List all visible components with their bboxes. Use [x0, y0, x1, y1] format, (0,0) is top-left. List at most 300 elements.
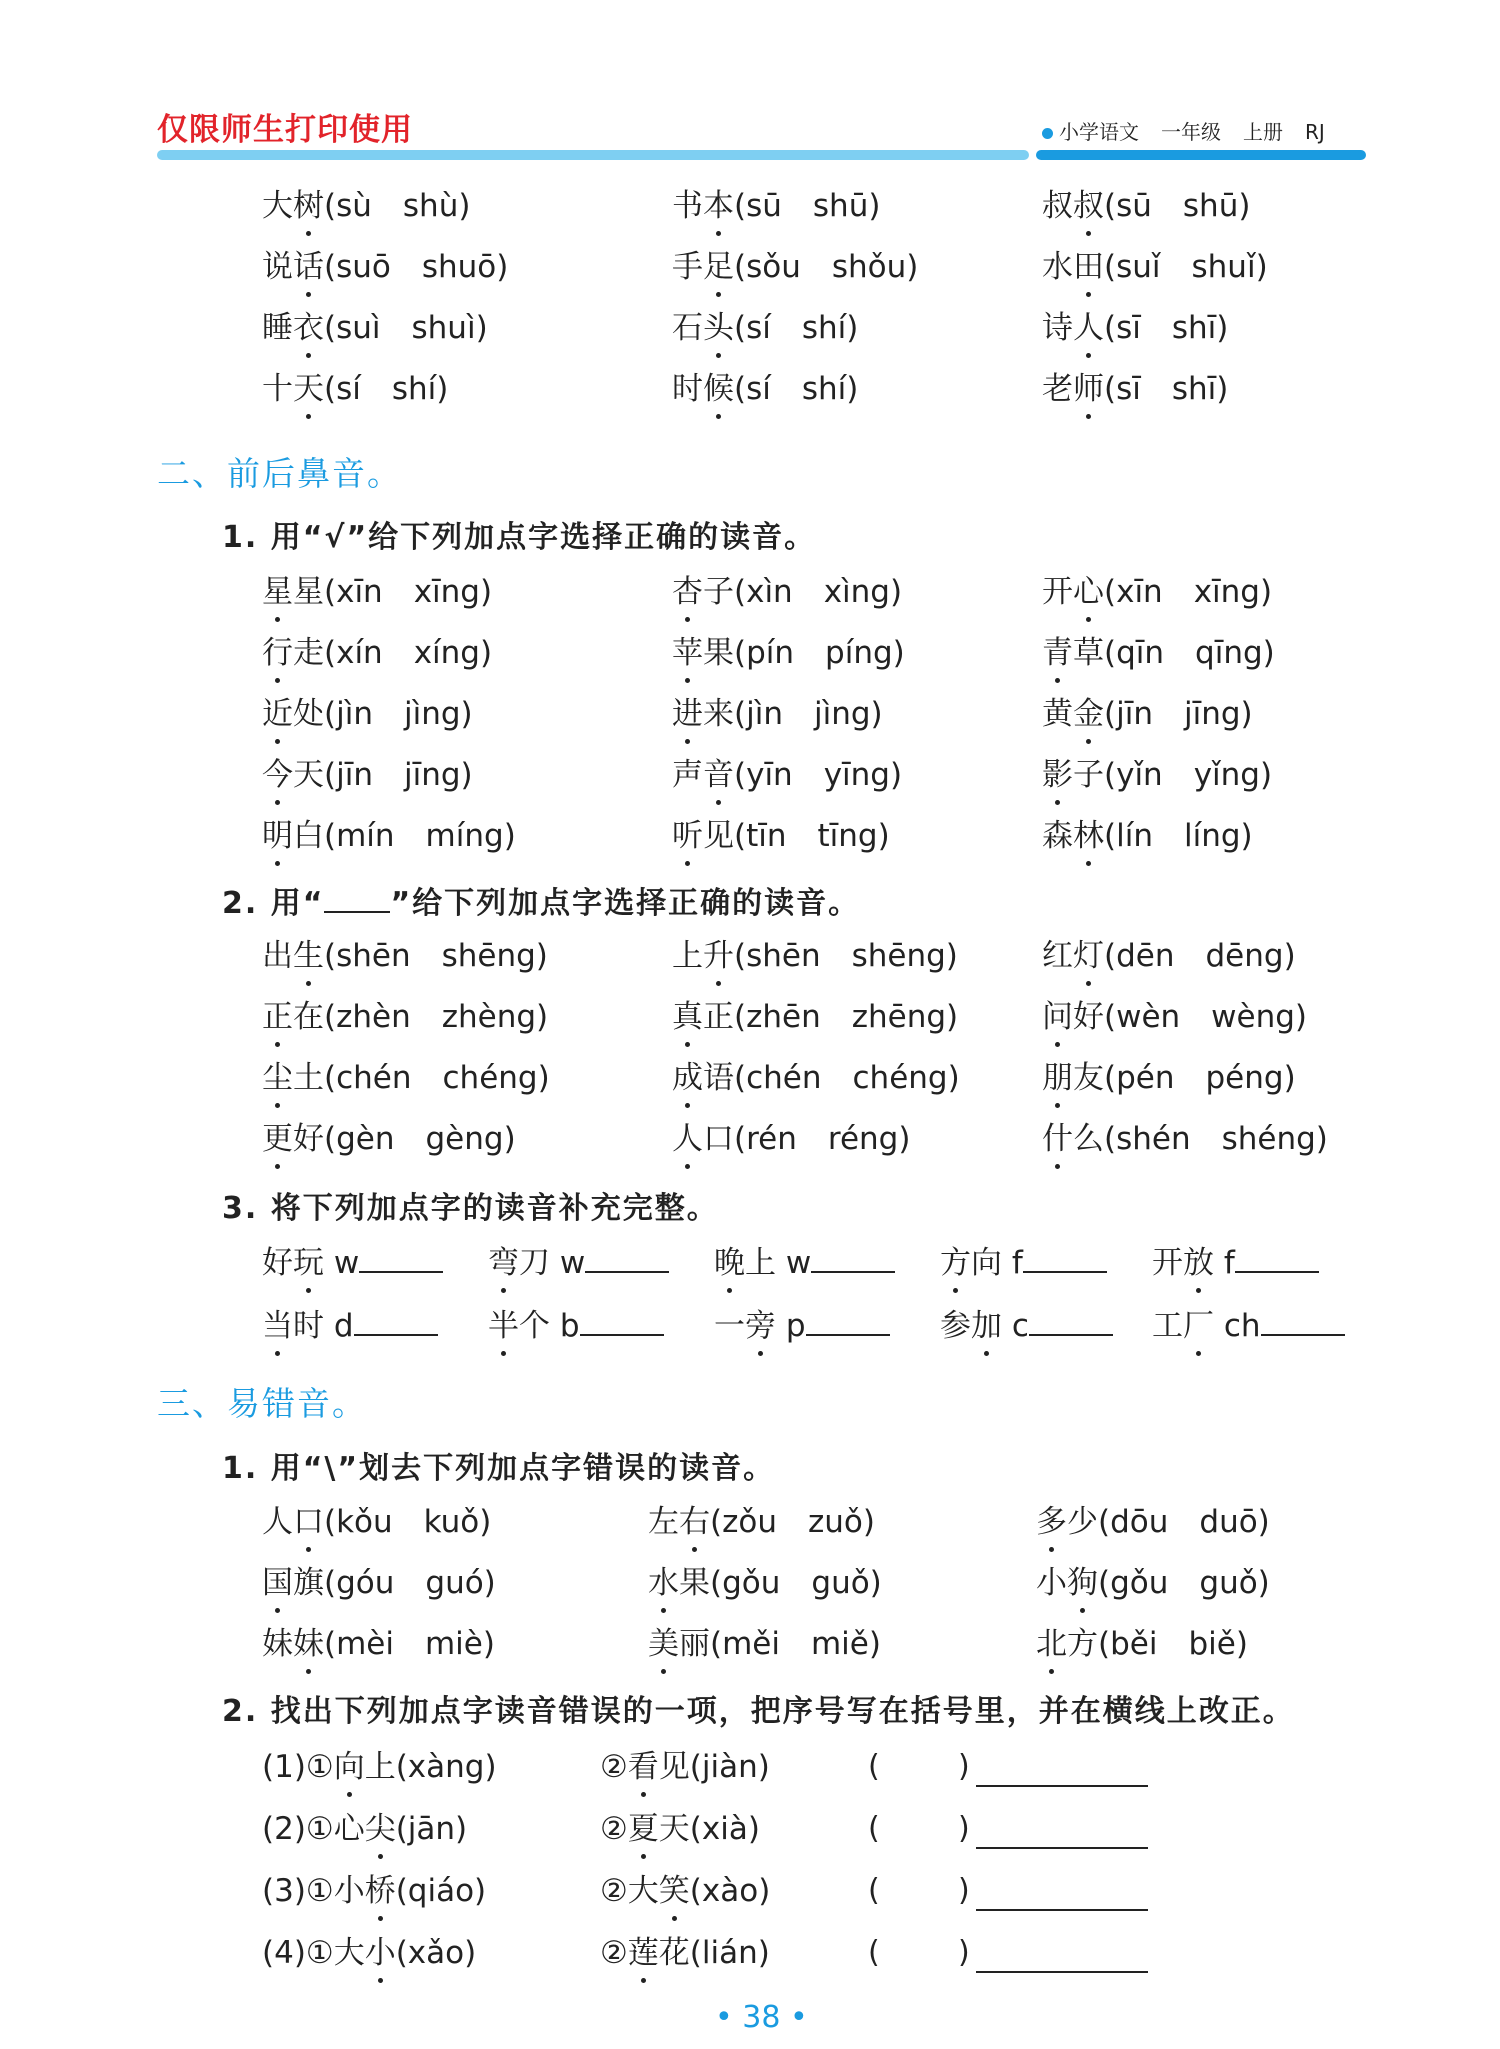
option-a	[262, 1807, 467, 1851]
pinyin-options: (sī shī)	[1104, 371, 1229, 407]
word-item	[1042, 367, 1228, 411]
word-item	[262, 245, 508, 289]
section2-question3: 3. 将下列加点字的读音补充完整。	[222, 1191, 719, 1226]
pinyin: (jiàn)	[689, 1749, 770, 1785]
answer-paren-slot[interactable]	[888, 1747, 958, 1787]
word-item	[648, 1622, 881, 1666]
answer-paren-slot[interactable]	[888, 1809, 958, 1849]
answer-blank[interactable]	[359, 1243, 443, 1273]
dotted-char: 放	[1183, 1241, 1214, 1285]
dotted-char: 天	[293, 367, 324, 411]
word-item	[1042, 753, 1272, 797]
word-char: 正	[703, 999, 734, 1035]
section3-title: 三、易错音。	[157, 1384, 367, 1423]
pinyin-options: (lín líng)	[1104, 818, 1253, 854]
dotted-char: 杏	[672, 570, 703, 614]
dotted-char: 向	[334, 1745, 365, 1789]
dotted-char: 人	[672, 1117, 703, 1161]
word-item	[1042, 692, 1253, 736]
word-char: 花	[658, 1935, 690, 1971]
pinyin-options: (xīn xīng)	[324, 574, 493, 610]
word-char: 左	[648, 1504, 679, 1540]
dotted-char: 口	[293, 1500, 324, 1544]
word-item	[672, 631, 905, 675]
pinyin-options: (xīn xīng)	[1104, 574, 1273, 610]
section2-q2-suffix: ”给下列加点字选择正确的读音。	[390, 886, 861, 921]
answer-paren-slot[interactable]	[888, 1871, 958, 1911]
word-item	[648, 1561, 882, 1605]
word-item	[672, 570, 902, 614]
header-subject: 小学语文	[1059, 120, 1139, 144]
header-volume: 上册	[1243, 120, 1283, 144]
dotted-char: 林	[1073, 814, 1104, 858]
pinyin-hint: c	[1002, 1308, 1029, 1344]
dotted-char: 升	[703, 934, 734, 978]
word-char: 语	[703, 1060, 734, 1096]
word-char: 大	[333, 1935, 365, 1971]
answer-paren-close: )	[958, 1749, 970, 1784]
pinyin: (xǎo)	[395, 1935, 477, 1971]
word-char: 石	[672, 310, 703, 346]
word-char: 向	[971, 1245, 1002, 1281]
dotted-char: 人	[1073, 306, 1104, 350]
section2-q2-prefix: 2. 用“	[222, 886, 325, 921]
header-grade: 一年级	[1161, 120, 1221, 144]
word-item	[262, 692, 473, 736]
pinyin: (qiáo)	[395, 1873, 487, 1909]
word-char: 见	[658, 1749, 690, 1785]
dotted-char: 朋	[1042, 1056, 1073, 1100]
answer-paren-close: )	[958, 1811, 970, 1846]
correction-line[interactable]	[976, 1847, 1148, 1849]
pinyin: (xàng)	[395, 1749, 497, 1785]
dotted-char: 厂	[1183, 1304, 1214, 1348]
dotted-char: 多	[1036, 1500, 1067, 1544]
word-char: 叔	[1042, 188, 1073, 224]
word-char: 森	[1042, 818, 1073, 854]
option-number: ②	[600, 1811, 628, 1847]
pinyin-options: (dōu duō)	[1098, 1504, 1270, 1540]
word-item	[262, 753, 473, 797]
dotted-char: 近	[262, 692, 293, 736]
option-b	[600, 1807, 760, 1851]
section3-question2: 2. 找出下列加点字读音错误的一项，把序号写在括号里，并在横线上改正。	[222, 1694, 1295, 1729]
header-bar-left	[157, 150, 1029, 160]
pinyin-options: (pén péng)	[1104, 1060, 1296, 1096]
pinyin-options: (jìn jìng)	[324, 696, 473, 732]
dotted-char: 影	[1042, 753, 1073, 797]
answer-blank[interactable]	[811, 1243, 895, 1273]
dotted-char: 今	[262, 753, 293, 797]
pinyin: (xià)	[689, 1811, 760, 1847]
answer-blank[interactable]	[580, 1306, 664, 1336]
pinyin-hint: b	[550, 1308, 580, 1344]
word-item	[1042, 995, 1307, 1039]
option-a	[262, 1931, 476, 1975]
pinyin-options: (qīn qīng)	[1104, 635, 1275, 671]
dotted-char: 弯	[488, 1241, 519, 1285]
pinyin-options: (sí shí)	[734, 310, 859, 346]
pinyin-options: (sī shī)	[1104, 310, 1229, 346]
word-char: 黄	[1042, 696, 1073, 732]
word-char: 天	[293, 757, 324, 793]
correction-line[interactable]	[976, 1909, 1148, 1911]
section2-question2	[222, 878, 860, 922]
pinyin: (jān)	[395, 1811, 468, 1847]
header-edition: RJ	[1305, 120, 1325, 144]
dotted-char: 正	[262, 995, 293, 1039]
pinyin-options: (sí shí)	[324, 371, 449, 407]
word-item	[672, 995, 958, 1039]
word-char: 声	[672, 757, 703, 793]
word-item	[1152, 1241, 1319, 1285]
dotted-char: 桥	[365, 1869, 396, 1913]
answer-blank[interactable]	[1235, 1243, 1319, 1273]
word-char: 来	[703, 696, 734, 732]
pinyin-options: (zǒu zuǒ)	[710, 1504, 875, 1540]
answer-blank[interactable]	[1261, 1306, 1345, 1336]
word-char: 诗	[1042, 310, 1073, 346]
answer-paren-open: (	[868, 1935, 880, 1970]
word-char: 开	[1042, 574, 1073, 610]
word-char: 草	[1073, 635, 1104, 671]
pinyin-hint: p	[776, 1308, 806, 1344]
dotted-char: 本	[703, 184, 734, 228]
dotted-char: 美	[648, 1622, 679, 1666]
option-b	[600, 1869, 770, 1913]
word-char: 果	[703, 635, 734, 671]
dotted-char: 半	[488, 1304, 519, 1348]
pinyin-options: (shén shéng)	[1104, 1121, 1328, 1157]
word-char: 时	[293, 1308, 324, 1344]
word-item	[1036, 1622, 1248, 1666]
dotted-char: 叔	[1073, 184, 1104, 228]
word-item	[1042, 631, 1275, 675]
word-char: 好	[293, 1121, 324, 1157]
dotted-char: 玩	[293, 1241, 324, 1285]
dotted-char: 金	[1073, 692, 1104, 736]
word-char: 丽	[679, 1626, 710, 1662]
pinyin-options: (suō shuō)	[324, 249, 509, 285]
option-number: (2)①	[262, 1811, 334, 1847]
word-item	[488, 1241, 669, 1285]
word-item	[262, 1241, 443, 1285]
word-item	[262, 934, 548, 978]
header-bar-right	[1036, 150, 1366, 160]
word-item	[262, 367, 448, 411]
word-char: 子	[1073, 757, 1104, 793]
word-char: 在	[293, 999, 324, 1035]
word-item	[1042, 245, 1268, 289]
pinyin-options: (dēn dēng)	[1104, 938, 1296, 974]
dotted-char: 明	[262, 814, 293, 858]
dotted-char: 进	[672, 692, 703, 736]
word-char: 时	[672, 371, 703, 407]
word-item	[262, 184, 470, 228]
word-item	[672, 753, 902, 797]
dotted-char: 笑	[659, 1869, 690, 1913]
pinyin-options: (xín xíng)	[324, 635, 493, 671]
pinyin-options: (shēn shēng)	[734, 938, 958, 974]
dotted-char: 足	[703, 245, 734, 289]
word-item	[672, 245, 918, 289]
word-item	[262, 570, 492, 614]
pinyin-options: (sǒu shǒu)	[734, 249, 919, 285]
option-a	[262, 1869, 486, 1913]
pinyin-hint: w	[550, 1245, 586, 1281]
word-char: 好	[262, 1245, 293, 1281]
dotted-char: 小	[365, 1931, 396, 1975]
dotted-char: 行	[262, 631, 293, 675]
word-char: 星	[293, 574, 324, 610]
option-number: (1)①	[262, 1749, 334, 1785]
dotted-char: 加	[971, 1304, 1002, 1348]
dotted-char: 苹	[672, 631, 703, 675]
word-item	[488, 1304, 664, 1348]
word-char: 工	[1152, 1308, 1183, 1344]
word-item	[714, 1304, 890, 1348]
word-char: 子	[703, 574, 734, 610]
word-item	[672, 934, 958, 978]
word-char: 开	[1152, 1245, 1183, 1281]
option-number: (4)①	[262, 1935, 334, 1971]
word-char: 说	[262, 249, 293, 285]
dotted-char: 青	[1042, 631, 1073, 675]
pinyin-options: (pín píng)	[734, 635, 905, 671]
dotted-char: 右	[679, 1500, 710, 1544]
word-char: 口	[703, 1121, 734, 1157]
dotted-char: 星	[262, 570, 293, 614]
option-number: ②	[600, 1935, 628, 1971]
word-item	[672, 1117, 910, 1161]
dotted-char: 夏	[628, 1807, 659, 1851]
word-char: 小	[1036, 1565, 1067, 1601]
pinyin-options: (suǐ shuǐ)	[1104, 249, 1268, 285]
dotted-char: 北	[1036, 1622, 1067, 1666]
dotted-char: 狗	[1067, 1561, 1098, 1605]
section2-question1: 1. 用“√”给下列加点字选择正确的读音。	[222, 520, 817, 555]
pinyin-options: (jìn jìng)	[734, 696, 883, 732]
word-char: 一	[714, 1308, 745, 1344]
answer-blank[interactable]	[806, 1306, 890, 1336]
dotted-char: 心	[1073, 570, 1104, 614]
pinyin-hint: f	[1002, 1245, 1023, 1281]
dotted-char: 莲	[628, 1931, 659, 1975]
word-char: 水	[1042, 249, 1073, 285]
answer-paren-open: (	[868, 1873, 880, 1908]
dotted-char: 更	[262, 1117, 293, 1161]
word-char: 好	[1073, 999, 1104, 1035]
option-a	[262, 1745, 497, 1789]
dotted-char: 灯	[1073, 934, 1104, 978]
word-item	[940, 1241, 1107, 1285]
word-item	[262, 1056, 550, 1100]
pinyin-options: (mín míng)	[324, 818, 516, 854]
word-item	[262, 1500, 491, 1544]
word-char: 旗	[293, 1565, 324, 1601]
dotted-char: 旁	[745, 1304, 776, 1348]
dotted-char: 水	[648, 1561, 679, 1605]
pinyin-options: (wèn wèng)	[1104, 999, 1308, 1035]
pinyin-options: (kǒu kuǒ)	[324, 1504, 492, 1540]
dotted-char: 话	[293, 245, 324, 289]
pinyin-hint: w	[324, 1245, 360, 1281]
word-char: 少	[1067, 1504, 1098, 1540]
word-item	[1042, 1117, 1328, 1161]
dotted-char: 尘	[262, 1056, 293, 1100]
dotted-char: 候	[703, 367, 734, 411]
correction-line[interactable]	[976, 1971, 1148, 1973]
option-b	[600, 1745, 770, 1789]
dotted-char: 国	[262, 1561, 293, 1605]
answer-blank[interactable]	[1029, 1306, 1113, 1336]
dotted-char: 尖	[365, 1807, 396, 1851]
pinyin-options: (běi biě)	[1098, 1626, 1248, 1662]
word-char: 心	[333, 1811, 365, 1847]
option-number: ②	[600, 1749, 628, 1785]
option-number: (3)①	[262, 1873, 334, 1909]
pinyin-options: (sù shù)	[324, 188, 471, 224]
dotted-char: 田	[1073, 245, 1104, 289]
answer-paren-open: (	[868, 1749, 880, 1784]
pinyin-options: (yǐn yǐng)	[1104, 757, 1273, 793]
dotted-char: 成	[672, 1056, 703, 1100]
word-item	[672, 814, 890, 858]
dotted-char: 什	[1042, 1117, 1073, 1161]
word-char: 上	[745, 1245, 776, 1281]
word-item	[1042, 1056, 1296, 1100]
word-item	[262, 1622, 495, 1666]
pinyin-options: (gǒu guǒ)	[710, 1565, 882, 1601]
word-item	[1042, 814, 1253, 858]
word-char: 出	[262, 938, 293, 974]
word-char: 小	[333, 1873, 365, 1909]
word-item	[1042, 570, 1272, 614]
word-char: 上	[672, 938, 703, 974]
dotted-char: 方	[940, 1241, 971, 1285]
dotted-char: 衣	[293, 306, 324, 350]
word-char: 参	[940, 1308, 971, 1344]
word-item	[672, 367, 858, 411]
word-item	[1042, 184, 1250, 228]
word-char: 刀	[519, 1245, 550, 1281]
answer-blank[interactable]	[585, 1243, 669, 1273]
answer-paren-open: (	[868, 1811, 880, 1846]
word-char: 睡	[262, 310, 293, 346]
answer-paren-close: )	[958, 1873, 970, 1908]
word-char: 大	[627, 1873, 659, 1909]
pinyin-options: (sí shí)	[734, 371, 859, 407]
pinyin-options: (jīn jīng)	[324, 757, 473, 793]
word-item	[262, 1304, 438, 1348]
dotted-char: 晚	[714, 1241, 745, 1285]
pinyin-options: (zhēn zhēng)	[734, 999, 959, 1035]
word-item	[262, 1117, 516, 1161]
page-number: • 38 •	[715, 2000, 808, 2035]
word-char: 十	[262, 371, 293, 407]
pinyin-options: (sū shū)	[734, 188, 881, 224]
pinyin-options: (xìn xìng)	[734, 574, 903, 610]
pinyin: (xào)	[689, 1873, 771, 1909]
pinyin-options: (sū shū)	[1104, 188, 1251, 224]
pinyin-options: (gǒu guǒ)	[1098, 1565, 1270, 1601]
dotted-char: 看	[628, 1745, 659, 1789]
pinyin-options: (chén chéng)	[734, 1060, 960, 1096]
pinyin-options: (měi miě)	[710, 1626, 881, 1662]
underline-symbol	[324, 881, 390, 913]
word-char: 个	[519, 1308, 550, 1344]
dotted-char: 师	[1073, 367, 1104, 411]
word-item	[1042, 306, 1228, 350]
pinyin: (lián)	[689, 1935, 770, 1971]
word-char: 上	[364, 1749, 396, 1785]
word-char: 大	[262, 188, 293, 224]
pinyin-options: (mèi miè)	[324, 1626, 495, 1662]
word-item	[262, 631, 492, 675]
word-char: 果	[679, 1565, 710, 1601]
word-char: 妹	[262, 1626, 293, 1662]
header-info	[1042, 116, 1325, 145]
dotted-char: 当	[262, 1304, 293, 1348]
answer-blank[interactable]	[1023, 1243, 1107, 1273]
word-item	[262, 995, 548, 1039]
word-item	[1042, 934, 1296, 978]
word-item	[1152, 1304, 1345, 1348]
word-item	[940, 1304, 1113, 1348]
word-item	[262, 306, 488, 350]
pinyin-options: (yīn yīng)	[734, 757, 903, 793]
pinyin-options: (tīn tīng)	[734, 818, 890, 854]
option-number: ②	[600, 1873, 628, 1909]
pinyin-options: (góu guó)	[324, 1565, 496, 1601]
word-char: 老	[1042, 371, 1073, 407]
word-item	[714, 1241, 895, 1285]
word-char: 手	[672, 249, 703, 285]
pinyin-hint: ch	[1214, 1308, 1261, 1344]
answer-paren-close: )	[958, 1935, 970, 1970]
word-item	[672, 692, 883, 736]
word-char: 方	[1067, 1626, 1098, 1662]
word-char: 人	[262, 1504, 293, 1540]
word-char: 处	[293, 696, 324, 732]
dotted-char: 音	[703, 753, 734, 797]
header-title: 仅限师生打印使用	[157, 112, 413, 148]
word-item	[262, 1561, 496, 1605]
dotted-char: 听	[672, 814, 703, 858]
pinyin-options: (shēn shēng)	[324, 938, 548, 974]
pinyin-options: (gèn gèng)	[324, 1121, 516, 1157]
pinyin-options: (chén chéng)	[324, 1060, 550, 1096]
word-char: 红	[1042, 938, 1073, 974]
word-char: 友	[1073, 1060, 1104, 1096]
correction-line[interactable]	[976, 1785, 1148, 1787]
word-char: 天	[658, 1811, 690, 1847]
pinyin-hint: f	[1214, 1245, 1235, 1281]
answer-paren-slot[interactable]	[888, 1933, 958, 1973]
dotted-char: 问	[1042, 995, 1073, 1039]
word-item	[1036, 1561, 1270, 1605]
word-char: 白	[293, 818, 324, 854]
dotted-char: 生	[293, 934, 324, 978]
word-item	[672, 306, 858, 350]
dotted-char: 头	[703, 306, 734, 350]
dotted-char: 妹	[293, 1622, 324, 1666]
section2-title: 二、前后鼻音。	[157, 454, 402, 493]
answer-blank[interactable]	[354, 1306, 438, 1336]
dotted-char: 树	[293, 184, 324, 228]
word-char: 走	[293, 635, 324, 671]
word-item	[648, 1500, 875, 1544]
